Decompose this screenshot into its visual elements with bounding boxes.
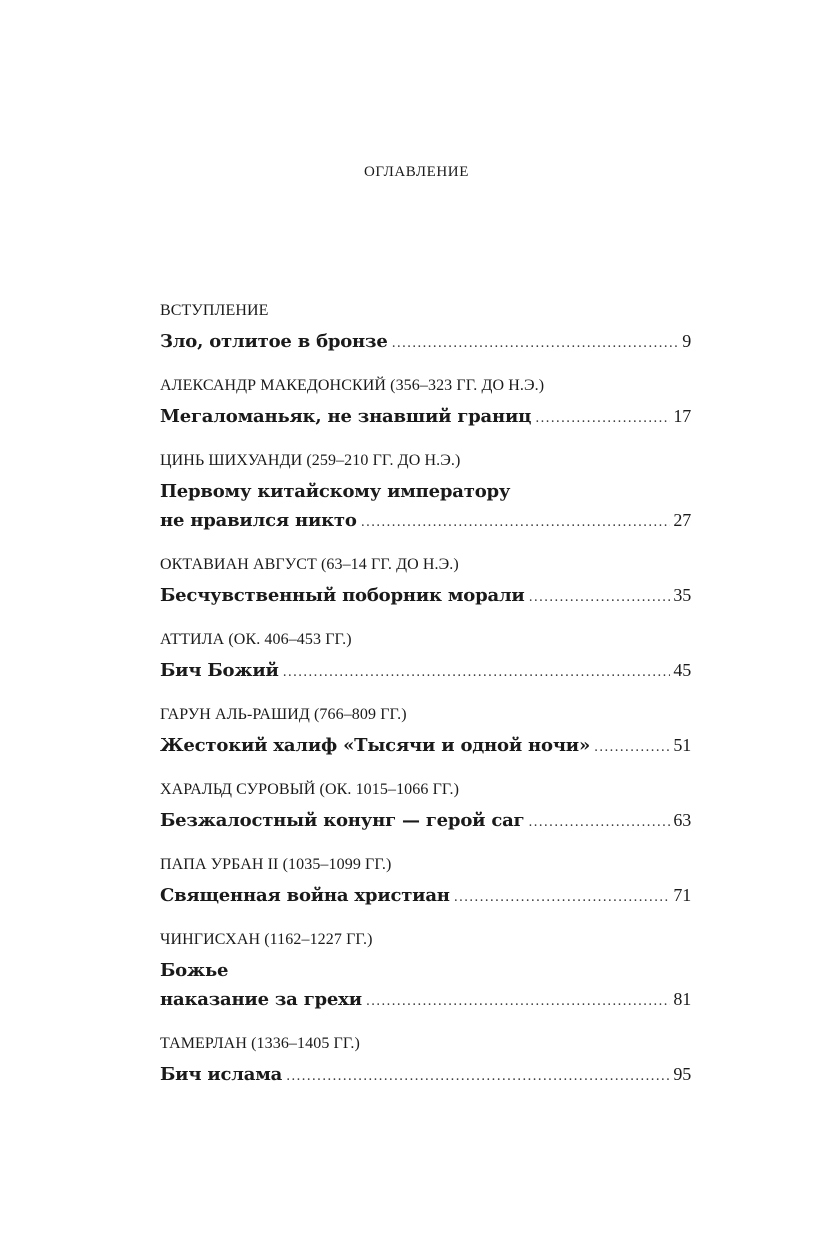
dot-leader [535,404,670,433]
dot-leader [361,508,671,537]
ruler-name: ХАРАЛЬД СУРОВЫЙ (ОК. 1015–1066 ГГ.) [160,781,459,798]
toc-entry [160,928,691,1016]
chapter-title: Бич ислама [160,1064,283,1085]
chapter-title: Мегаломаньяк, не знавший границ [160,406,532,427]
chapter-title-line[interactable]: Божье [160,960,229,981]
chapter-title: не нравился никто [160,510,357,531]
chapter-title: Бесчувственный поборник морали [160,585,525,606]
ruler-name: ПАПА УРБАН II (1035–1099 ГГ.) [160,856,392,873]
dot-leader [594,733,670,762]
toc-entry [160,703,691,762]
toc-entry [160,449,691,537]
chapter-title-line[interactable]: Первому китайскому императору [160,481,511,502]
chapter-title: наказание за грехи [160,989,362,1010]
ruler-name: ЦИНЬ ШИХУАНДИ (259–210 ГГ. ДО Н.Э.) [160,452,461,469]
chapter-title: Безжалостный конунг — герой саг [160,810,525,831]
chapter-link[interactable] [160,985,691,1016]
toc-entry [160,853,691,912]
toc-entry [160,299,691,358]
toc-entry [160,553,691,612]
page-number: 51 [673,735,691,755]
chapter-link[interactable] [160,581,691,612]
ruler-name: ЧИНГИСХАН (1162–1227 ГГ.) [160,931,373,948]
dot-leader [454,883,671,912]
dot-leader [283,658,671,687]
page-number: 95 [673,1064,691,1084]
chapter-title: Зло, отлитое в бронзе [160,331,388,352]
chapter-link[interactable] [160,1060,691,1091]
dot-leader [529,583,671,612]
dot-leader [528,808,670,837]
ruler-name: ТАМЕРЛАН (1336–1405 ГГ.) [160,1035,360,1052]
page-number: 17 [673,406,691,426]
chapter-link[interactable] [160,656,691,687]
page-title: ОГЛАВЛЕНИЕ [364,164,469,180]
chapter-link[interactable] [160,402,691,433]
ruler-name: ВСТУПЛЕНИЕ [160,302,269,319]
page-number: 9 [682,331,691,351]
toc-entry [160,778,691,837]
dot-leader [366,987,671,1016]
chapter-link[interactable] [160,881,691,912]
toc-entry [160,628,691,687]
page-number: 81 [673,989,691,1009]
page-number: 71 [673,885,691,905]
chapter-link[interactable] [160,327,691,358]
dot-leader [286,1062,670,1091]
chapter-link[interactable] [160,506,691,537]
ruler-name: ГАРУН АЛЬ-РАШИД (766–809 ГГ.) [160,706,407,723]
page-number: 63 [673,810,691,830]
ruler-name: АЛЕКСАНДР МАКЕДОНСКИЙ (356–323 ГГ. ДО Н.Э.) [160,377,545,394]
dot-leader [392,329,680,358]
ruler-name: АТТИЛА (ОК. 406–453 ГГ.) [160,631,352,648]
chapter-title: Бич Божий [160,660,279,681]
chapter-title: Жестокий халиф «Тысячи и одной ночи» [160,735,591,756]
chapter-link[interactable] [160,731,691,762]
page-number: 27 [673,510,691,530]
page-number: 45 [673,660,691,680]
table-of-contents [160,299,691,1107]
toc-entry [160,1032,691,1091]
chapter-title: Священная война христиан [160,885,450,906]
ruler-name: ОКТАВИАН АВГУСТ (63–14 ГГ. ДО Н.Э.) [160,556,459,573]
toc-entry [160,374,691,433]
page-number: 35 [673,585,691,605]
chapter-link[interactable] [160,806,691,837]
